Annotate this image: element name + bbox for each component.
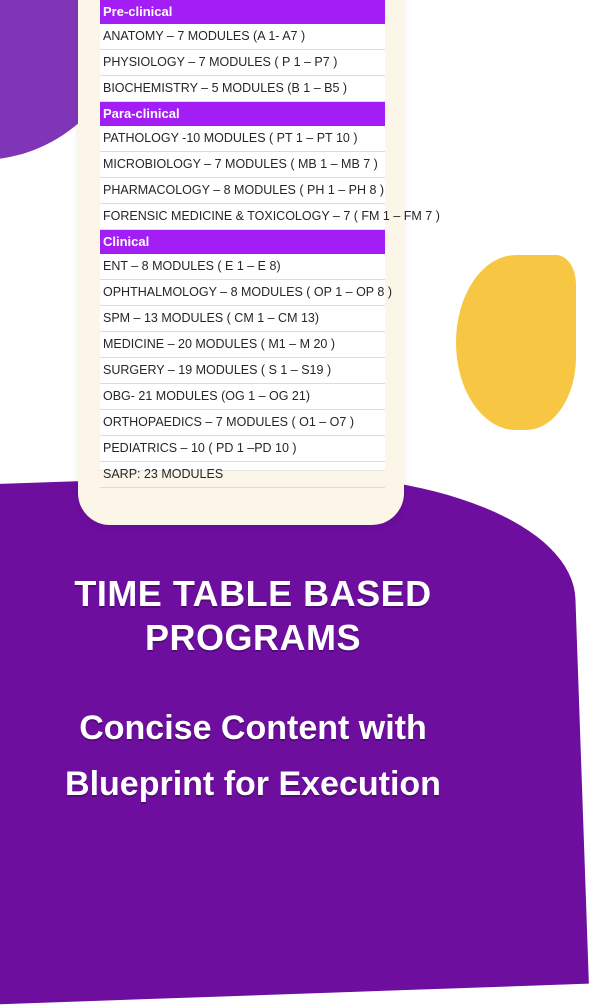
- list-item: OPHTHALMOLOGY – 8 MODULES ( OP 1 – OP 8 ): [100, 280, 385, 306]
- list-item: PEDIATRICS – 10 ( PD 1 –PD 10 ): [100, 436, 385, 462]
- headline-subtitle: [0, 700, 506, 812]
- list-item: MICROBIOLOGY – 7 MODULES ( MB 1 – MB 7 ): [100, 152, 385, 178]
- headline-line-4: Blueprint for Execution: [65, 765, 441, 803]
- list-item: ENT – 8 MODULES ( E 1 – E 8): [100, 254, 385, 280]
- headline-title: [0, 572, 506, 660]
- headline-line-3: Concise Content with: [79, 709, 427, 747]
- list-item: FORENSIC MEDICINE & TOXICOLOGY – 7 ( FM 1 – FM 7 ): [100, 204, 385, 230]
- list-item: ANATOMY – 7 MODULES (A 1- A7 ): [100, 24, 385, 50]
- module-list-screen: [100, 0, 440, 481]
- list-item: OBG- 21 MODULES (OG 1 – OG 21): [100, 384, 385, 410]
- list-item: MEDICINE – 20 MODULES ( M1 – M 20 ): [100, 332, 385, 358]
- list-item: PATHOLOGY -10 MODULES ( PT 1 – PT 10 ): [100, 126, 385, 152]
- section-header-clinical: Clinical: [100, 230, 385, 254]
- section-header-para-clinical: Para-clinical: [100, 102, 385, 126]
- section-header-pre-clinical: Pre-clinical: [100, 0, 385, 24]
- decorative-blob-right: [456, 255, 576, 430]
- list-item: SPM – 13 MODULES ( CM 1 – CM 13): [100, 306, 385, 332]
- list-item: ORTHOPAEDICS – 7 MODULES ( O1 – O7 ): [100, 410, 385, 436]
- list-item: SARP: 23 MODULES: [100, 462, 385, 488]
- phone-mockup: [78, 0, 440, 525]
- list-item: SURGERY – 19 MODULES ( S 1 – S19 ): [100, 358, 385, 384]
- list-item: BIOCHEMISTRY – 5 MODULES (B 1 – B5 ): [100, 76, 385, 102]
- list-item: PHARMACOLOGY – 8 MODULES ( PH 1 – PH 8 ): [100, 178, 385, 204]
- headline-line-2: PROGRAMS: [144, 617, 361, 658]
- headline-line-1: TIME TABLE BASED: [74, 573, 432, 614]
- list-item: PHYSIOLOGY – 7 MODULES ( P 1 – P7 ): [100, 50, 385, 76]
